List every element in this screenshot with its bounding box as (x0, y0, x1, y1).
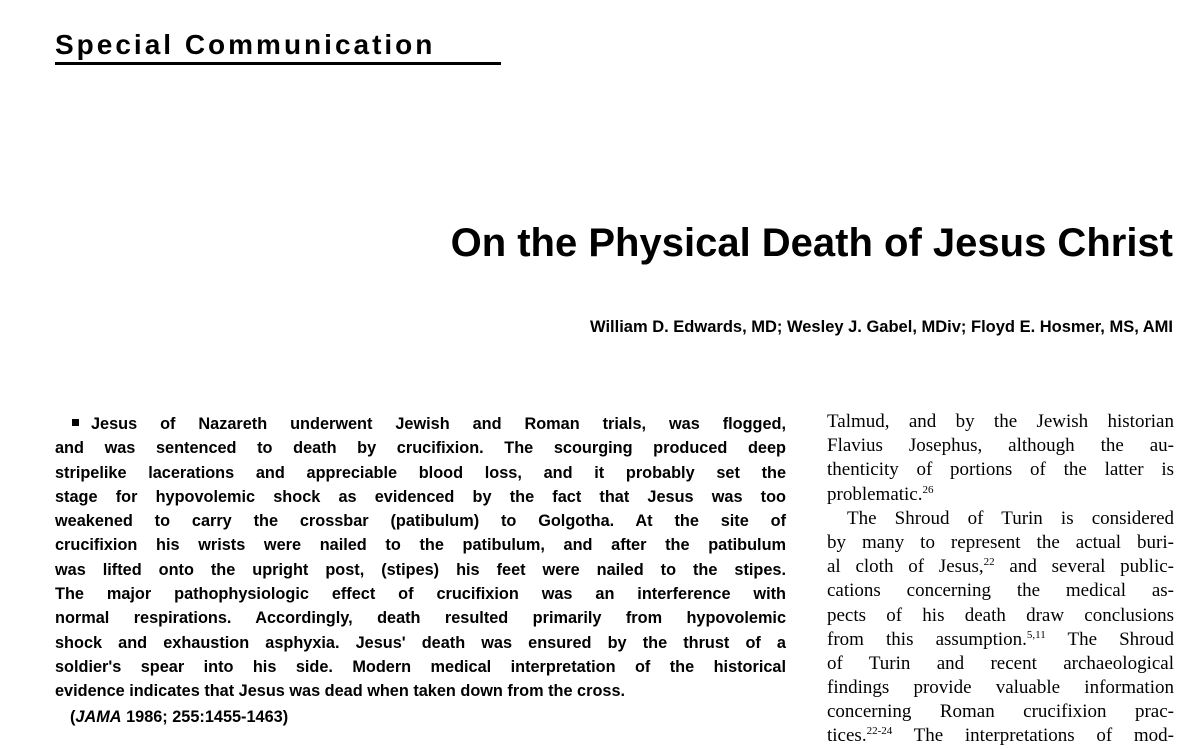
reference-marker: 5,11 (1026, 628, 1046, 641)
body-line: cations concerning the medical as- (827, 580, 1174, 602)
abstract (55, 412, 786, 704)
body-text-column (827, 410, 1174, 749)
body-line: pects of his death draw conclusions (827, 604, 1174, 626)
body-line: Talmud, and by the Jewish historian (827, 411, 1174, 432)
abstract-line: crucifixion his wrists were nailed to the patibulum, and after the patibulum (55, 536, 786, 555)
abstract-line: stage for hypovolemic shock as evidenced by the fact that Jesus was too (55, 487, 786, 506)
body-line: problematic.$^{26}$ (827, 483, 934, 505)
abstract-line: evidence indicates that Jesus was dead when taken down from the cross. (55, 682, 626, 701)
section-underline (55, 62, 501, 65)
reference-marker: 26 (922, 483, 934, 496)
abstract-citation (70, 705, 288, 729)
body-line: al cloth of Jesus,$^{22}$ and several public- (827, 556, 1174, 578)
body-line: thenticity of portions of the latter is (827, 459, 1174, 481)
abstract-line: The major pathophysiologic effect of crucifixion was an interference with (55, 585, 786, 604)
body-line: of Turin and recent archaeological (827, 652, 1174, 674)
citation-open: ( (70, 708, 76, 726)
body-line: from this assumption.$^{5,11}$ The Shroud (827, 628, 1174, 650)
body-line: The Shroud of Turin is considered (847, 507, 1174, 529)
article-authors: William D. Edwards, MD; Wesley J. Gabel, MDiv; Floyd E. Hosmer, MS, AMI (590, 318, 1173, 336)
body-line: Flavius Josephus, although the au- (827, 435, 1174, 457)
citation-details: 1986; 255:1455-1463) (121, 708, 289, 726)
abstract-line: Jesus of Nazareth underwent Jewish and Roman trials, was flogged, (55, 412, 786, 436)
abstract-line: soldier's spear into his side. Modern medical interpretation of the historical (55, 657, 786, 676)
section-label: Special Communication (55, 29, 436, 60)
body-line: findings provide valuable information (827, 677, 1174, 699)
abstract-line: weakened to carry the crossbar (patibulum) to Golgotha. At the site of (55, 512, 786, 531)
abstract-line: was lifted onto the upright post, (stipes) his feet were nailed to the stipes. (55, 560, 786, 579)
abstract-line: shock and exhaustion asphyxia. Jesus' death was ensured by the thrust of a (55, 633, 786, 652)
abstract-line: normal respirations. Accordingly, death resulted primarily from hypovolemic (55, 609, 786, 628)
abstract-line: and was sentenced to death by crucifixion. The scourging produced deep (55, 439, 786, 458)
body-line: concerning Roman crucifixion prac- (827, 701, 1174, 723)
reference-marker: 22-24 (866, 725, 893, 738)
article-title: On the Physical Death of Jesus Christ (450, 221, 1173, 265)
body-line: tices.$^{22-24}$ The interpretations of mod- (827, 725, 1174, 747)
body-line: by many to represent the actual buri- (827, 531, 1174, 553)
square-bullet-icon (72, 419, 79, 426)
reference-marker: 22 (983, 556, 995, 569)
abstract-line: stripelike lacerations and appreciable blood loss, and it probably set the (55, 463, 786, 482)
citation-journal: JAMA (75, 708, 122, 726)
